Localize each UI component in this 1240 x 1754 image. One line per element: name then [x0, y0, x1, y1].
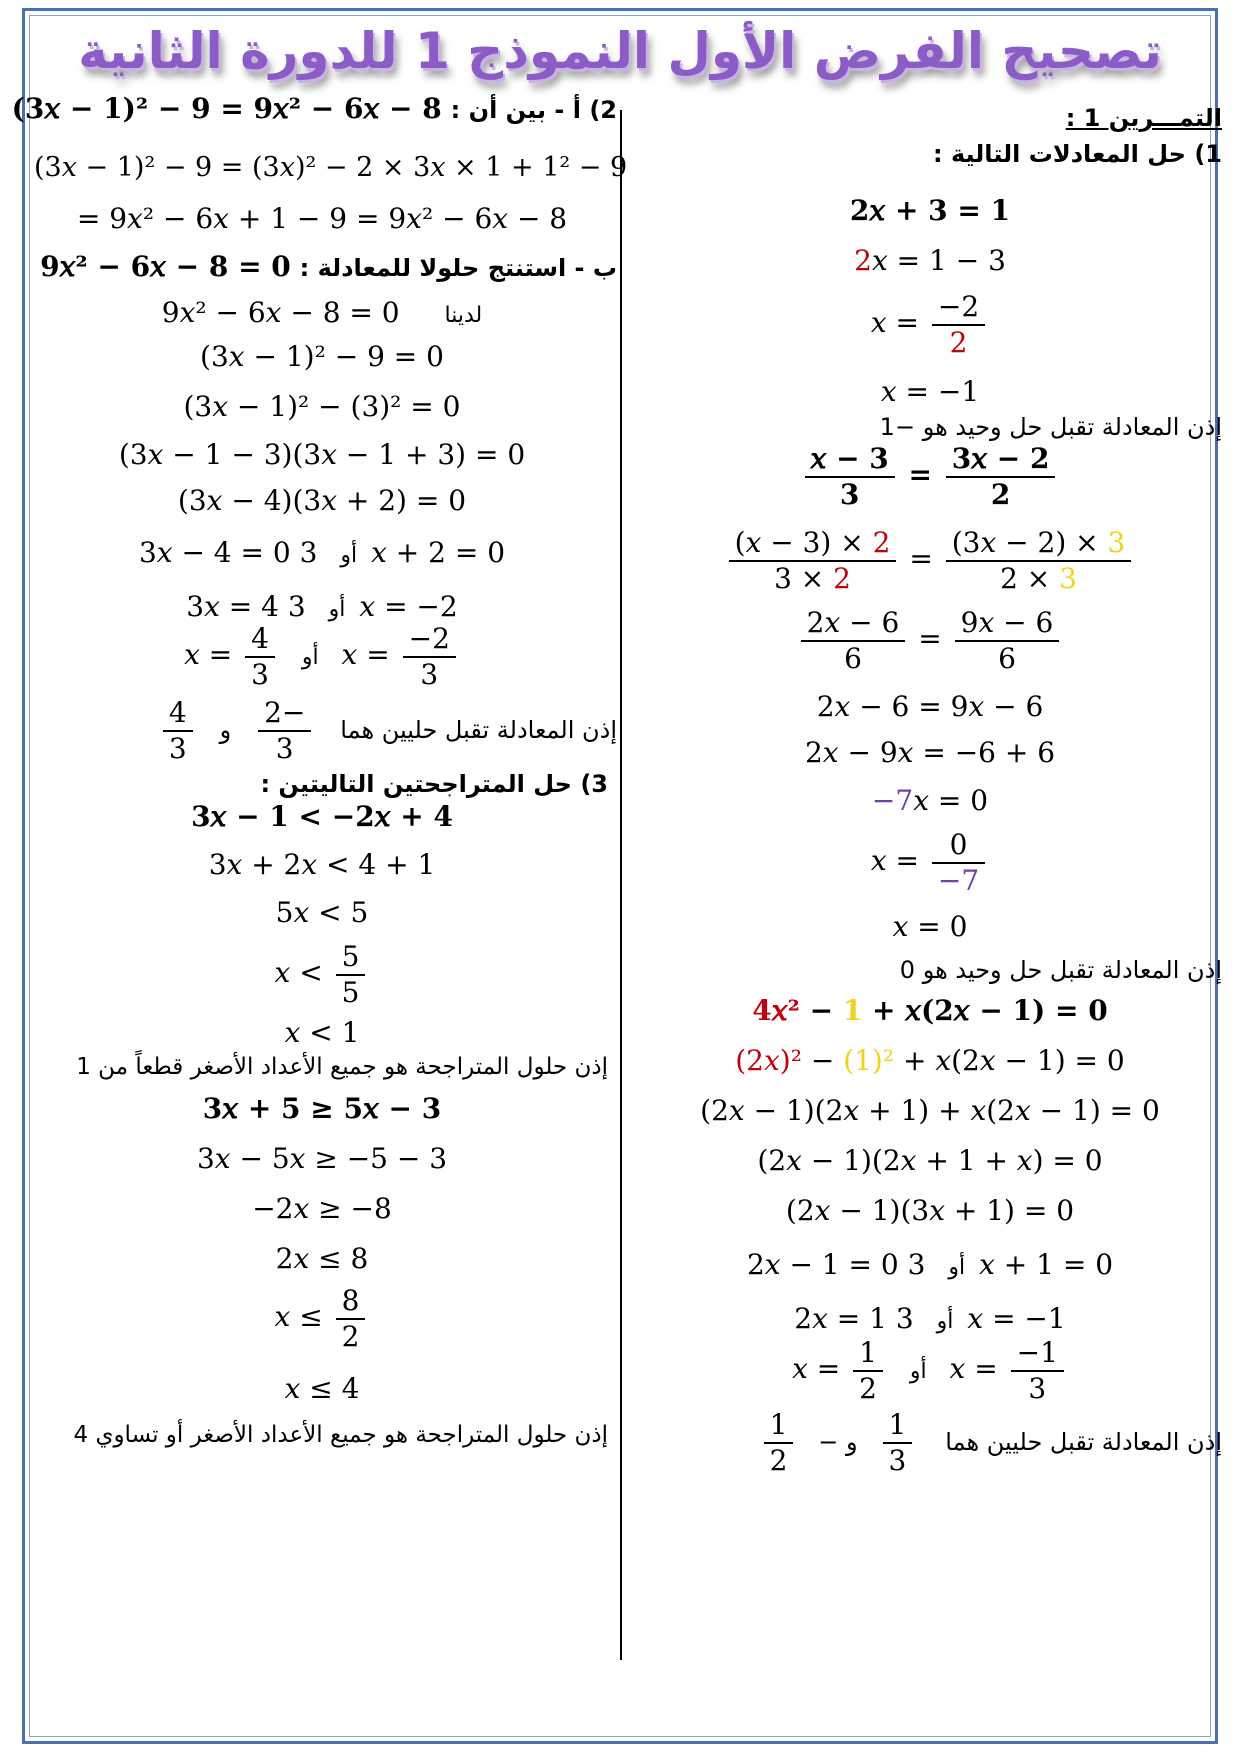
eq2-line-5: 2𝑥 − 9𝑥 = −6 + 6 — [804, 736, 1056, 769]
eq3-line-7: 2𝑥 = 1 أو 3𝑥 = −1 — [794, 1302, 1066, 1335]
eq3-line-6: 2𝑥 − 1 = 0 أو 3𝑥 + 1 = 0 — [746, 1248, 1114, 1281]
q2b-line-1: 9𝑥² − 6𝑥 − 8 = 0 لدينا — [161, 296, 483, 329]
eq2-line-8: 𝑥 = 0 — [892, 910, 968, 943]
in2-line-5: 𝑥 ≤ $\frac{8}{2}$ — [22, 1284, 622, 1353]
in1-conclusion: إذن حلول المتراجحة هو جميع الأعداد الأصغر قطعاً من 1 — [76, 1054, 608, 1080]
q2b-line-2: (3𝑥 − 1)² − 9 = 0 — [200, 340, 444, 373]
in2-line-2: 3𝑥 − 5𝑥 ≥ −5 − 3 — [196, 1142, 448, 1175]
right-column — [630, 0, 1230, 1754]
q2b-line-6: 3𝑥 − 4 = 0 أو 3𝑥 + 2 = 0 — [138, 536, 506, 569]
eq1-line-3: 𝑥 = $\frac{-2}{2}$ — [630, 290, 1230, 359]
question-2a-heading: 2) أ - بين أن : (3𝑥 − 1)² − 9 = 9𝑥² − 6𝑥 − 8 — [11, 92, 617, 125]
eq3-line-3: (2𝑥 − 1)(2𝑥 + 1) + 𝑥(2𝑥 − 1) = 0 — [700, 1094, 1160, 1127]
exercise-heading: التمـــرين 1 : — [1065, 104, 1222, 132]
q2a-line-1: (3𝑥 − 1)² − 9 = (3𝑥)² − 2 × 3𝑥 × 1 + 1² − 9 — [34, 152, 628, 183]
eq2-line-6: −7𝑥 = 0 — [871, 784, 989, 817]
in1-line-2: 3𝑥 + 2𝑥 < 4 + 1 — [208, 848, 436, 881]
q2b-line-3: (3𝑥 − 1)² − (3)² = 0 — [183, 390, 461, 423]
q2b-conclusion: إذن المعادلة تقبل حليين هما $\frac{-2}{3}$ و $\frac{4}{3}$ — [162, 696, 617, 765]
eq2-line-4: 2𝑥 − 6 = 9𝑥 − 6 — [816, 690, 1044, 723]
eq2-line-2: $\frac{\text{(𝑥 − 3) × 2}}{3 \times 2}$ = $\frac{\text{(3𝑥 − 2) × 3}}{2 \times 3}$ — [630, 526, 1230, 595]
eq3-line-5: (2𝑥 − 1)(3𝑥 + 1) = 0 — [785, 1194, 1075, 1227]
in1-line-3: 5𝑥 < 5 — [275, 896, 369, 929]
in1-line-1: 3𝑥 − 1 < −2𝑥 + 4 — [191, 800, 453, 833]
in2-line-3: −2𝑥 ≥ −8 — [252, 1192, 392, 1225]
eq2-line-3: $\frac{\text{2𝑥 − 6}}{6}$ = $\frac{\text{9𝑥 − 6}}{6}$ — [630, 606, 1230, 675]
in2-line-1: 3𝑥 + 5 ≥ 5𝑥 − 3 — [202, 1092, 442, 1125]
eq1-line-1: 2𝑥 + 3 = 1 — [849, 194, 1011, 227]
in2-conclusion: إذن حلول المتراجحة هو جميع الأعداد الأصغر أو تساوي 4 — [73, 1422, 608, 1448]
in1-line-4: 𝑥 < $\frac{5}{5}$ — [22, 940, 622, 1009]
question-2b-heading: ب - استنتج حلولا للمعادلة : 9𝑥² − 6𝑥 − 8 = 0 — [40, 250, 617, 283]
eq2-conclusion: إذن المعادلة تقبل حل وحيد هو 0 — [899, 956, 1222, 984]
question-3-heading: 3) حل المتراجحتين التاليتين : — [260, 770, 608, 798]
eq1-line-4: 𝑥 = −1 — [880, 375, 980, 408]
eq1-line-2: 2𝑥 = 1 − 3 — [854, 244, 1006, 277]
q2b-line-8: 𝑥 = $\frac{4}{3}$ أو 𝑥 = $\frac{-2}{3}$ — [22, 622, 622, 691]
eq3-line-1: 4𝑥² − 1 + 𝑥(2𝑥 − 1) = 0 — [752, 994, 1108, 1027]
question-1-heading: 1) حل المعادلات التالية : — [932, 140, 1222, 168]
q2b-line-5: (3𝑥 − 4)(3𝑥 + 2) = 0 — [177, 484, 467, 517]
eq3-line-2: (2𝑥)² − (1)² + 𝑥(2𝑥 − 1) = 0 — [735, 1044, 1125, 1077]
eq3-conclusion: إذن المعادلة تقبل حليين هما $\frac{1}{3}$ و − $\frac{1}{2}$ — [670, 1408, 1222, 1477]
q2b-line-7: 3𝑥 = 4 أو 3𝑥 = −2 — [186, 590, 458, 623]
eq1-conclusion: إذن المعادلة تقبل حل وحيد هو −1 — [879, 413, 1222, 441]
left-column — [11, 0, 628, 1754]
eq3-line-8: 𝑥 = $\frac{1}{2}$ أو 𝑥 = $\frac{-1}{3}$ — [630, 1336, 1230, 1405]
q2a-line-2: = 9𝑥² − 6𝑥 + 1 − 9 = 9𝑥² − 6𝑥 − 8 — [76, 202, 568, 235]
eq2-line-7: 𝑥 = $\frac{0}{-7}$ — [630, 828, 1230, 897]
eq2-line-1: $\frac{\text{𝑥 − 3}}{3}$ = $\frac{\text{3𝑥 − 2}}{2}$ — [630, 442, 1230, 511]
in2-line-4: 2𝑥 ≤ 8 — [275, 1242, 369, 1275]
eq3-line-4: (2𝑥 − 1)(2𝑥 + 1 + 𝑥) = 0 — [757, 1144, 1103, 1177]
page-title: تصحيح الفرض الأول النموذج 1 للدورة الثانية — [78, 22, 1162, 80]
in1-line-5: 𝑥 < 1 — [284, 1016, 360, 1049]
q2b-line-4: (3𝑥 − 1 − 3)(3𝑥 − 1 + 3) = 0 — [118, 438, 526, 471]
in2-line-6: 𝑥 ≤ 4 — [284, 1372, 360, 1405]
